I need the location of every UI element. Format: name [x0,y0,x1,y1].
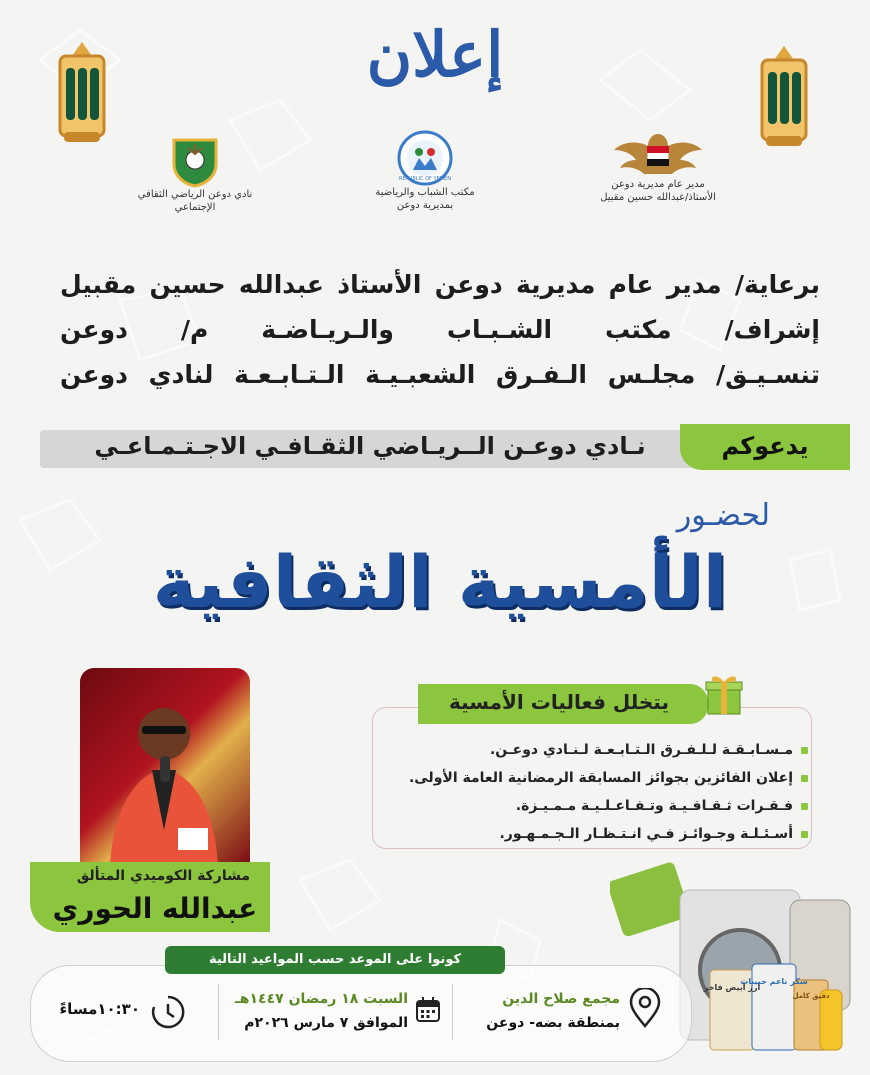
page-title: إعلان [366,18,504,91]
seal-text: REPUBLIC OF YEMEN [399,176,451,182]
date-hijri: السبت ١٨ رمضان ١٤٤٧هـ [235,991,408,1007]
flour-label: دقيق كامل [792,992,830,1000]
bullet-icon [801,747,808,754]
guest-silhouette [80,668,250,864]
calendar-icon [414,996,442,1024]
club-shield-icon [168,134,222,188]
governor-caption-line2: الأستاذ/عبدالله حسين مقبيل [600,192,716,203]
guest-photo [80,668,250,864]
activity-item [499,826,808,842]
rice-label: أرز أبيض فاخر [703,983,761,992]
activity-item [516,798,808,814]
governor-caption-line1: مدير عام مديرية دوعن [611,179,705,190]
activity-text: مـسـابـقـة لـلـفـرق الـتـابـعـة لـنـادي دوعـن. [489,742,793,758]
location-pin-icon [628,988,662,1028]
activities-heading: يتخلل فعاليات الأمسية [449,690,669,714]
event-title: الأمسية الثقافية [152,540,728,624]
guest-role: مشاركة الكوميدي المتألق [76,868,250,884]
supervision-line: إشراف/ مكتب الشـبـاب والـريـاضـة م/ دوعن [60,315,820,344]
venue-area: بمنطقة بضه- دوعن [486,1015,620,1031]
coordination-line: تنسـيـق/ مجلـس الـفـرق الشعبـيـة الـتـابـعـة لنادي دوعن [60,360,820,389]
club-caption-line2: الإجتماعي [174,202,216,213]
lantern-icon [56,40,108,146]
sponsor-line: برعاية/ مدير عام مديرية دوعن الأستاذ عبدالله حسين مقبيل [60,270,820,299]
divider [218,984,219,1040]
ministry-caption-line1: مكتب الشباب والرياضية [375,187,475,198]
ministry-seal-icon [397,130,453,186]
activity-text: إعلان الفائزين بجوائز المسابقة الرمضانية العامة الأولى. [408,770,793,786]
ministry-logo-block [370,130,480,212]
event-time: ١٠:٣٠مساءً [59,1000,140,1018]
club-caption-line1: نادي دوعن الرياضي الثقافي [137,189,253,200]
venue-name: مجمع صلاح الدين [502,991,620,1007]
guest-name: عبدالله الحوري [52,892,258,925]
lantern-icon [758,44,810,150]
activity-text: فـقـرات ثـقـافـيـة وتـفـاعـلـيـة مـمـيـزة. [515,798,793,814]
date-gregorian: الموافق ٧ مارس ٢٠٢٦م [244,1015,408,1031]
sugar-label: سكر ناعم حبيبات [740,977,808,986]
activity-item [409,770,808,786]
activity-item [490,742,808,758]
divider [452,984,453,1040]
invite-club-name: نـادي دوعـن الــريـاضي الثقـافـي الاجـتـمـاعـي [94,432,646,460]
gift-icon [704,672,744,716]
eagle-emblem-icon [613,128,703,178]
activity-text: أسـئـلـة وجـوائـز فـي انـتـظـار الـجـمـهـور. [499,826,793,842]
governor-logo-block [588,128,728,204]
schedule-heading: كونوا على الموعد حسب المواعيد التالية [165,946,505,974]
bullet-icon [801,775,808,782]
attend-label: لحضـور [676,498,770,533]
club-logo-block [130,134,260,214]
bullet-icon [801,803,808,810]
clock-icon [150,994,186,1030]
bullet-icon [801,831,808,838]
ministry-caption-line2: بمديرية دوعن [396,200,454,211]
invite-label: يدعوكم [721,432,809,460]
